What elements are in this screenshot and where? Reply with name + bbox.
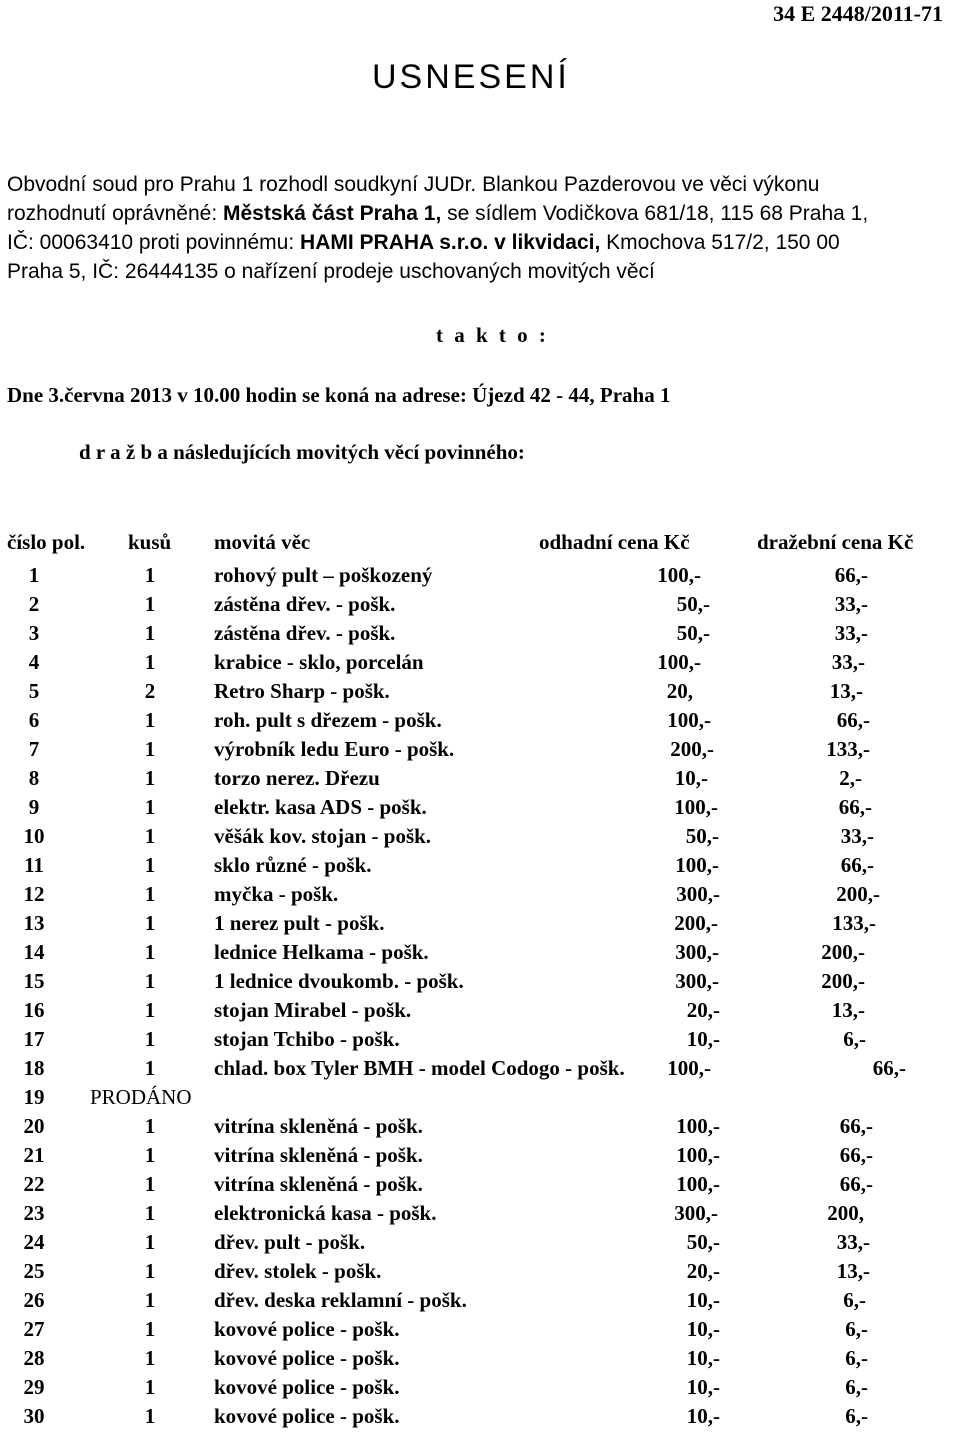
table-row [0,737,960,766]
item-estimate: 50,- [685,824,719,848]
header-quantity: kusů [128,530,172,554]
item-quantity: 1 [144,1288,156,1312]
item-quantity: 1 [144,824,156,848]
table-row [0,1027,960,1056]
takto-heading: t a k t o : [436,323,549,347]
table-row [0,1114,960,1143]
item-number: 6 [28,708,40,732]
debtor-name: HAMI PRAHA s.r.o. v likvidaci, [300,231,601,254]
intro-line-2 [7,202,868,226]
item-number: 21 [23,1143,45,1167]
item-auction-price: 66,- [839,1114,873,1138]
item-number: 11 [24,853,44,877]
item-description: 1 lednice dvoukomb. - pošk. [214,969,464,993]
item-number: 10 [23,824,45,848]
item-number: 30 [23,1404,45,1428]
item-quantity: 1 [144,737,156,761]
item-auction-price: 66,- [834,563,868,587]
item-description: Retro Sharp - pošk. [214,679,390,703]
item-number: 24 [23,1230,45,1254]
item-estimate: 20,- [686,1259,720,1283]
intro-text: Kmochova 517/2, 150 00 [600,231,840,254]
item-estimate: 10,- [686,1288,720,1312]
item-number: 13 [23,911,45,935]
item-number: 25 [23,1259,45,1283]
item-description: kovové police - pošk. [214,1317,400,1341]
item-quantity: 1 [144,969,156,993]
item-auction-price: 6,- [845,1375,868,1399]
item-estimate: 10,- [686,1317,720,1341]
item-number: 15 [23,969,45,993]
item-description: lednice Helkama - pošk. [214,940,429,964]
table-row [0,766,960,795]
item-auction-price: 13,- [829,679,863,703]
table-row [0,1346,960,1375]
header-item-number: číslo pol. [7,530,86,554]
item-description: dřev. pult - pošk. [214,1230,366,1254]
item-description: sklo různé - pošk. [214,853,372,877]
item-estimate: 300,- [674,1201,718,1225]
item-description: roh. pult s dřezem - pošk. [214,708,442,732]
item-quantity: 1 [144,1317,156,1341]
item-quantity: 1 [144,621,156,645]
item-estimate: 300,- [675,940,719,964]
item-auction-price: 6,- [843,1288,866,1312]
item-quantity: 1 [144,766,156,790]
item-estimate: 20,- [686,998,720,1022]
item-description: 1 nerez pult - pošk. [214,911,385,935]
table-row [0,795,960,824]
item-auction-price: 2,- [839,766,862,790]
item-number: 3 [28,621,40,645]
item-number: 1 [28,563,40,587]
item-auction-price: 200,- [821,940,865,964]
item-estimate: 100,- [667,1056,711,1080]
intro-line-4: Praha 5, IČ: 26444135 o nařízení prodeje uschovaných movitých věcí [7,260,655,283]
table-row [0,679,960,708]
item-auction-price: 200, [827,1201,864,1225]
table-row [0,998,960,1027]
item-auction-price: 6,- [845,1404,868,1428]
item-auction-price: 6,- [843,1027,866,1051]
header-item: movitá věc [214,530,311,554]
item-auction-price: 33,- [836,1230,870,1254]
item-description: dřev. stolek - pošk. [214,1259,382,1283]
item-number: 29 [23,1375,45,1399]
header-auction-price: dražební cena Kč [757,530,914,554]
intro-line-3 [7,231,840,255]
item-quantity: 1 [144,1375,156,1399]
item-auction-price: 66,- [872,1056,906,1080]
item-quantity: 1 [144,1172,156,1196]
table-row [0,1404,960,1433]
item-number: 18 [23,1056,45,1080]
item-estimate: 10,- [674,766,708,790]
item-auction-price: 66,- [839,1172,873,1196]
item-description: zástěna dřev. - pošk. [214,621,396,645]
item-description: stojan Tchibo - pošk. [214,1027,400,1051]
item-number: 5 [28,679,40,703]
item-number: 28 [23,1346,45,1370]
item-quantity: 1 [144,708,156,732]
item-number: 17 [23,1027,45,1051]
table-row [0,882,960,911]
item-description: věšák kov. stojan - pošk. [214,824,432,848]
item-quantity: 1 [144,1230,156,1254]
item-estimate: 10,- [686,1375,720,1399]
item-estimate: 100,- [657,563,701,587]
item-quantity: 1 [144,1027,156,1051]
item-auction-price: 66,- [839,1143,873,1167]
item-description: rohový pult – poškozený [214,563,433,587]
item-number: 22 [23,1172,45,1196]
item-quantity: 1 [144,650,156,674]
item-number: 27 [23,1317,45,1341]
item-estimate: 10,- [686,1027,720,1051]
item-estimate: 100,- [676,1172,720,1196]
item-quantity: 1 [144,1201,156,1225]
table-row [0,1317,960,1346]
item-description: výrobník ledu Euro - pošk. [214,737,455,761]
item-description: kovové police - pošk. [214,1404,400,1428]
item-auction-price: 133,- [832,911,876,935]
table-row [0,1172,960,1201]
auction-date-line: Dne 3.června 2013 v 10.00 hodin se koná na adrese: Újezd 42 - 44, Praha 1 [7,383,671,407]
item-quantity: 1 [144,911,156,935]
item-estimate: 10,- [686,1404,720,1428]
item-auction-price: 66,- [840,853,874,877]
item-description: torzo nerez. Dřezu [214,766,380,790]
item-estimate: 50,- [676,621,710,645]
item-quantity: 1 [144,1114,156,1138]
intro-text: IČ: 00063410 proti povinnému: [7,231,301,254]
table-row [0,1375,960,1404]
table-row [0,1230,960,1259]
claimant-name: Městská část Praha 1, [223,202,442,225]
table-row [0,1201,960,1230]
item-auction-price: 200,- [836,882,880,906]
item-quantity: 1 [144,940,156,964]
item-quantity: 1 [144,998,156,1022]
item-description: myčka - pošk. [214,882,339,906]
item-quantity: 1 [144,1404,156,1428]
item-description: dřev. deska reklamní - pošk. [214,1288,467,1312]
item-number: 12 [23,882,45,906]
item-number: 23 [23,1201,45,1225]
item-auction-price: 33,- [840,824,874,848]
item-auction-price: 6,- [845,1317,868,1341]
document-title: USNESENÍ [372,58,570,96]
item-estimate: 100,- [675,853,719,877]
item-estimate: 100,- [676,1114,720,1138]
item-description: elektr. kasa ADS - pošk. [214,795,427,819]
item-quantity: 2 [144,679,156,703]
table-row [0,592,960,621]
table-row [0,911,960,940]
item-quantity: 1 [144,1346,156,1370]
item-auction-price: 33,- [834,621,868,645]
table-row [0,853,960,882]
item-description: kovové police - pošk. [214,1375,400,1399]
item-auction-price: 6,- [845,1346,868,1370]
table-row [0,1085,960,1114]
intro-text: rozhodnutí oprávněné: [7,202,223,225]
intro-text: se sídlem Vodičkova 681/18, 115 68 Praha 1, [441,202,869,225]
item-description: vitrína skleněná - pošk. [214,1172,423,1196]
item-auction-price: 33,- [834,592,868,616]
item-number: 20 [23,1114,45,1138]
item-estimate: 100,- [657,650,701,674]
table-row [0,1288,960,1317]
item-estimate: 50,- [676,592,710,616]
item-auction-price: 133,- [826,737,870,761]
table-row [0,1259,960,1288]
item-quantity: 1 [144,882,156,906]
case-number: 34 E 2448/2011-71 [773,1,943,26]
item-estimate: 200,- [674,911,718,935]
item-description: vitrína skleněná - pošk. [214,1143,423,1167]
table-row [0,650,960,679]
item-quantity: 1 [144,1143,156,1167]
item-number: 7 [28,737,40,761]
item-auction-price: 33,- [831,650,865,674]
table-row [0,621,960,650]
item-description: elektronická kasa - pošk. [214,1201,437,1225]
item-quantity: 1 [144,853,156,877]
item-estimate: 300,- [675,969,719,993]
item-number: 19 [23,1085,45,1109]
item-estimate: 300,- [676,882,720,906]
item-number: 4 [28,650,40,674]
item-quantity: 1 [144,1056,156,1080]
item-auction-price: 13,- [836,1259,870,1283]
table-row [0,940,960,969]
table-row [0,563,960,592]
item-estimate: 100,- [674,795,718,819]
item-quantity: 1 [144,795,156,819]
header-estimate: odhadní cena Kč [539,530,690,554]
item-estimate: 100,- [676,1143,720,1167]
item-estimate: 10,- [686,1346,720,1370]
item-quantity: 1 [144,592,156,616]
table-row [0,824,960,853]
item-estimate: 50,- [686,1230,720,1254]
item-number: 2 [28,592,40,616]
item-quantity: 1 [144,1259,156,1283]
item-description: chlad. box Tyler BMH - model Codogo - pošk. [214,1056,625,1080]
table-row [0,1056,960,1085]
item-auction-price: 13,- [831,998,865,1022]
item-auction-price: 66,- [838,795,872,819]
item-number: 26 [23,1288,45,1312]
item-quantity: 1 [144,563,156,587]
item-number: 14 [23,940,45,964]
item-description: krabice - sklo, porcelán [214,650,424,674]
item-estimate: 100,- [667,708,711,732]
intro-line-1: Obvodní soud pro Prahu 1 rozhodl soudkyní JUDr. Blankou Pazderovou ve věci výkonu [7,173,820,196]
table-row [0,1143,960,1172]
item-auction-price: 66,- [836,708,870,732]
table-row [0,969,960,998]
sold-label: PRODÁNO [90,1085,192,1109]
item-number: 8 [28,766,40,790]
item-description: kovové police - pošk. [214,1346,400,1370]
item-estimate: 200,- [670,737,714,761]
item-number: 16 [23,998,45,1022]
item-description: zástěna dřev. - pošk. [214,592,396,616]
item-auction-price: 200,- [821,969,865,993]
item-estimate: 20, [666,679,693,703]
item-number: 9 [28,795,40,819]
item-description: vitrína skleněná - pošk. [214,1114,423,1138]
table-row [0,708,960,737]
item-description: stojan Mirabel - pošk. [214,998,412,1022]
auction-heading: d r a ž b a následujících movitých věcí povinného: [79,440,525,464]
